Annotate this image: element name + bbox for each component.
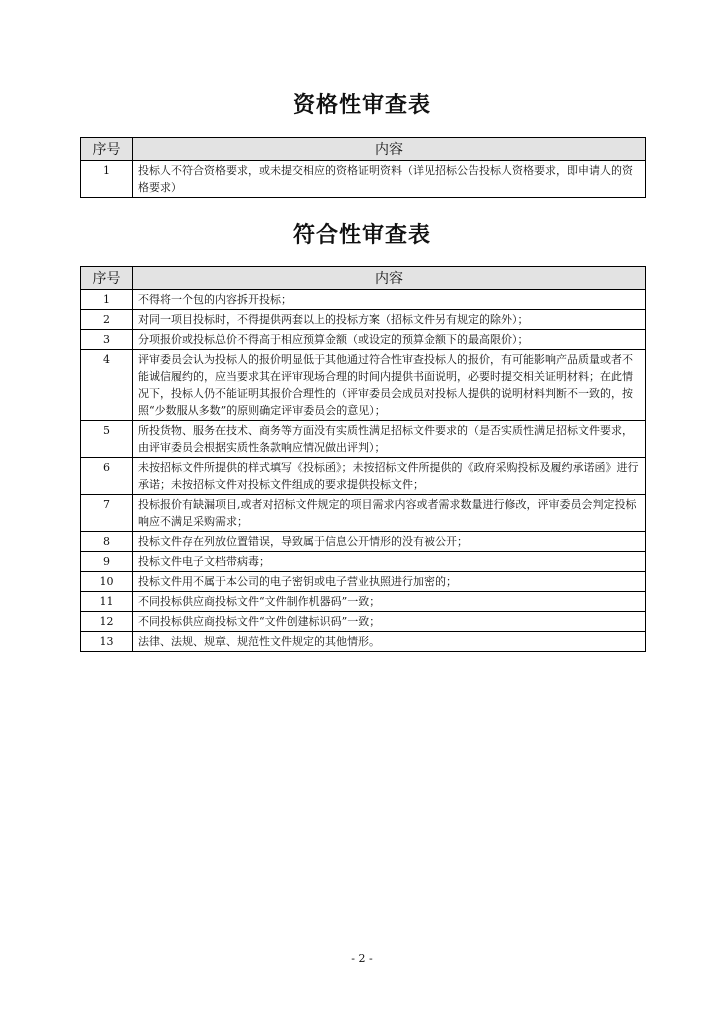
row-number: 9 — [81, 552, 133, 572]
table-row — [81, 612, 646, 632]
row-number: 8 — [81, 532, 133, 552]
row-number: 4 — [81, 350, 133, 421]
table-row — [81, 458, 646, 495]
row-content: 不得将一个包的内容拆开投标； — [133, 290, 646, 310]
row-content: 不同投标供应商投标文件“文件创建标识码”一致； — [133, 612, 646, 632]
row-content: 评审委员会认为投标人的报价明显低于其他通过符合性审查投标人的报价，有可能影响产品质量或者不能诚信履约的，应当要求其在评审现场合理的时间内提供书面说明，必要时提交相关证明材料；在此情况下，投标人仍不能证明其报价合理性的（评审委员会成员对投标人提供的说明材料判断不一致的，按照“少数服从多数”的原则确定评审委员会的意见）； — [133, 350, 646, 421]
row-number: 5 — [81, 421, 133, 458]
row-number: 13 — [81, 632, 133, 652]
table-row — [81, 161, 646, 198]
row-content: 分项报价或投标总价不得高于相应预算金额（或设定的预算金额下的最高限价）； — [133, 330, 646, 350]
column-header-number: 序号 — [81, 138, 133, 161]
row-number: 1 — [81, 161, 133, 198]
column-header-content: 内容 — [133, 138, 646, 161]
qualification-table-title: 资格性审查表 — [292, 93, 431, 118]
page-number: - 2 - — [351, 952, 373, 965]
row-content: 投标报价有缺漏项目,或者对招标文件规定的项目需求内容或者需求数量进行修改，评审委员会判定投标响应不满足采购需求； — [133, 495, 646, 532]
table-row — [81, 572, 646, 592]
row-number: 6 — [81, 458, 133, 495]
row-content: 法律、法规、规章、规范性文件规定的其他情形。 — [133, 632, 646, 652]
table-header-row — [81, 138, 646, 161]
table-row — [81, 532, 646, 552]
row-content: 投标文件存在列放位置错误，导致属于信息公开情形的没有被公开； — [133, 532, 646, 552]
table-row — [81, 330, 646, 350]
table-row — [81, 290, 646, 310]
compliance-table-title: 符合性审查表 — [292, 223, 431, 248]
row-number: 1 — [81, 290, 133, 310]
column-header-number: 序号 — [81, 267, 133, 290]
row-number: 3 — [81, 330, 133, 350]
row-number: 12 — [81, 612, 133, 632]
row-content: 投标文件电子文档带病毒； — [133, 552, 646, 572]
row-content: 未按招标文件所提供的样式填写《投标函》；未按招标文件所提供的《政府采购投标及履约承诺函》进行承诺；未按招标文件对投标文件组成的要求提供投标文件； — [133, 458, 646, 495]
qualification-review-table — [80, 137, 646, 198]
table-row — [81, 421, 646, 458]
row-content: 所投货物、服务在技术、商务等方面没有实质性满足招标文件要求的（是否实质性满足招标文件要求，由评审委员会根据实质性条款响应情况做出评判）； — [133, 421, 646, 458]
column-header-content: 内容 — [133, 267, 646, 290]
row-number: 11 — [81, 592, 133, 612]
row-number: 10 — [81, 572, 133, 592]
row-content: 投标人不符合资格要求，或未提交相应的资格证明资料（详见招标公告投标人资格要求，即申请人的资格要求） — [133, 161, 646, 198]
row-number: 2 — [81, 310, 133, 330]
table-row — [81, 552, 646, 572]
table-row — [81, 310, 646, 330]
row-content: 对同一项目投标时，不得提供两套以上的投标方案（招标文件另有规定的除外）； — [133, 310, 646, 330]
table-row — [81, 632, 646, 652]
row-content: 投标文件用不属于本公司的电子密钥或电子营业执照进行加密的； — [133, 572, 646, 592]
compliance-review-table — [80, 266, 646, 652]
table-header-row — [81, 267, 646, 290]
table-row — [81, 350, 646, 421]
row-number: 7 — [81, 495, 133, 532]
table-row — [81, 592, 646, 612]
row-content: 不同投标供应商投标文件“文件制作机器码”一致； — [133, 592, 646, 612]
table-row — [81, 495, 646, 532]
